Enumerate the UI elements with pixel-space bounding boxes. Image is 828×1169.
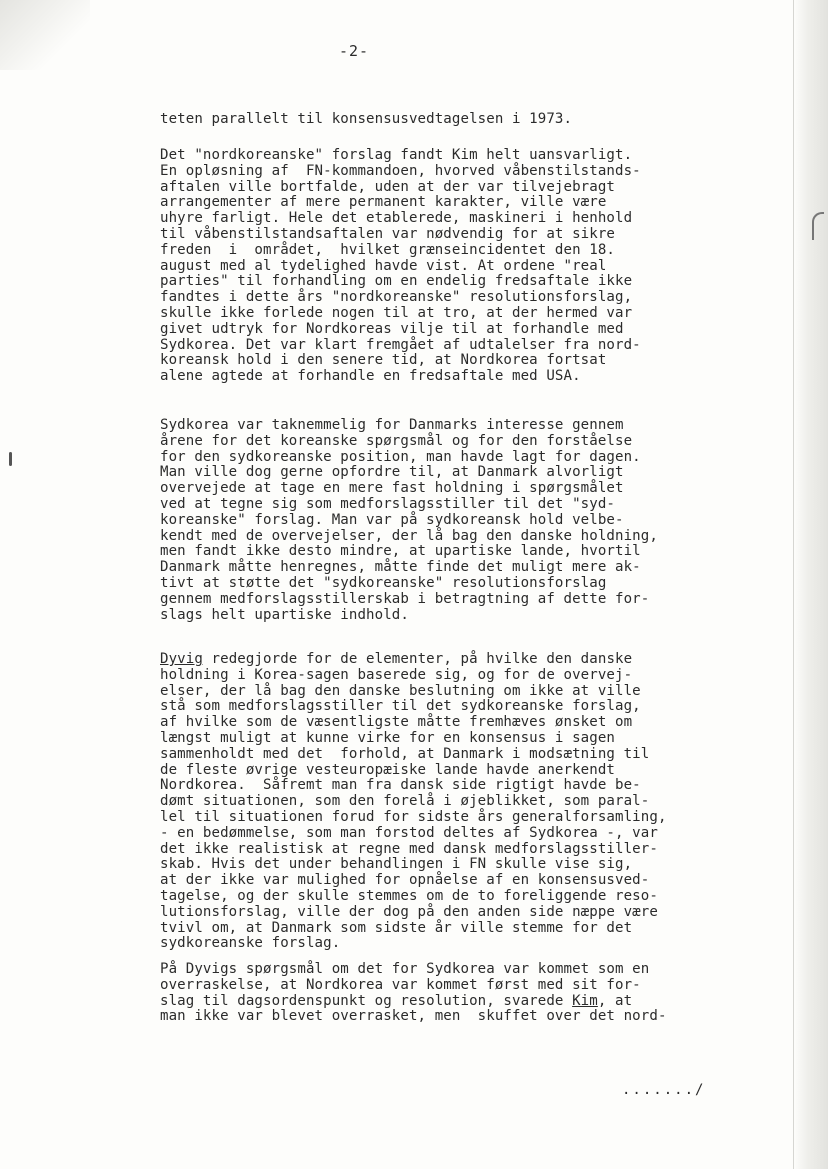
speaker-name-dyvig: Dyvig (160, 651, 203, 667)
paragraph-dyvig-question (160, 962, 760, 1025)
continuation-mark: ......./ (622, 1082, 706, 1098)
paragraph-question-text: På Dyvigs spørgsmål om det for Sydkorea var kommet som en overraskelse, at Nordkorea var kommet først med sit for- slag til dagsordenspunkt og resolution, svarede (160, 961, 650, 1009)
paragraph-dyvig-text: redegjorde for de elementer, på hvilke den danske holdning i Korea-sagen baserede sig, og for de overvej- elser, der lå bag den danske beslutning om ikke at ville stå som medforslagsstiller til det sydkoreanske forslag, af hvilke som de væsentligste måtte fremhæves ønsket om længst muligt at kunne virke for en konsensus i sagen sammenholdt med det forhold, at Danmark i modsætning til de fleste øvrige vesteuropæiske lande havde anerkendt Nordkorea. Såfremt man fra dansk side rigtigt havde be- dømt situationen, som den forelå i øjeblikket, som paral- lel til situationen forud for sidste års generalforsamling, - en bedømmelse, som man forstod deltes af Sydkorea -, var det ikke realistisk at regne med dansk medforslagsstiller- skab. Hvis det under behandlingen i FN skulle vise sig, at der ikke var mulighed for opnåelse af en konsensusved- tagelse, og der skulle stemmes om de to foreliggende reso- lutionsforslag, ville der dog på den anden side næppe være tvivl om, at Danmark som sidste år ville stemme for det sydkoreanske forslag. (160, 651, 667, 952)
paragraph-south-korea-gratitude: Sydkorea var taknemmelig for Danmarks interesse gennem årene for det koreanske spørgsmål og for den forståelse for den sydkoreanske position, man havde lagt for dagen. Man ville dog gerne opfordre til, at Danmark alvorligt overvejede at tage en mere fast holdning i spørgsmålet ved at tegne sig som medforslagsstiller til det "syd- koreanske" forslag. Man var på sydkoreansk hold velbe- kendt med de overvejelser, der lå bag den danske holdning, men fandt ikke desto mindre, at upartiske lande, hvortil Danmark måtte henregnes, måtte finde det muligt mere ak- tivt at støtte det "sydkoreanske" resolutionsforslag gennem medforslagsstillerskab i betragtning af dette for- slags helt upartiske indhold. (160, 417, 658, 623)
paragraph-dyvig-response (160, 652, 760, 952)
paragraph-intro-continuation: teten parallelt til konsensusvedtagelsen i 1973. (160, 111, 573, 127)
page-edge-shadow (793, 0, 828, 1169)
page-number: -2- (338, 42, 370, 60)
punch-hole-mark (9, 452, 12, 466)
paragraph-question-end: , at man ikke var blevet overrasket, men skuffet over det nord- (160, 992, 667, 1025)
margin-mark (812, 212, 824, 240)
speaker-name-kim: Kim (572, 992, 598, 1009)
paragraph-north-korean-proposal: Det "nordkoreanske" forslag fandt Kim helt uansvarligt. En opløsning af FN-kommandoen, hvorved våbenstilstands- aftalen ville bortfalde, uden at der var tilvejebragt arrangementer af mere permanent karakter, ville være uhyre farligt. Hele det etablerede, maskineri i henhold til våbenstilstandsaftalen var nødvendig for at sikre freden i området, hvilket grænseincidentet den 18. august med al tydelighed havde vist. At ordene "real parties" til forhandling om en endelig fredsaftale ikke fandtes i dette års "nordkoreanske" resolutionsforslag, skulle ikke forlede nogen til at tro, at der hermed var givet udtryk for Nordkoreas vilje til at forhandle med Sydkorea. Det var klart fremgået af udtalelser fra nord- koreansk hold i den senere tid, at Nordkorea fortsat alene agtede at forhandle en fredsaftale med USA. (160, 147, 641, 385)
